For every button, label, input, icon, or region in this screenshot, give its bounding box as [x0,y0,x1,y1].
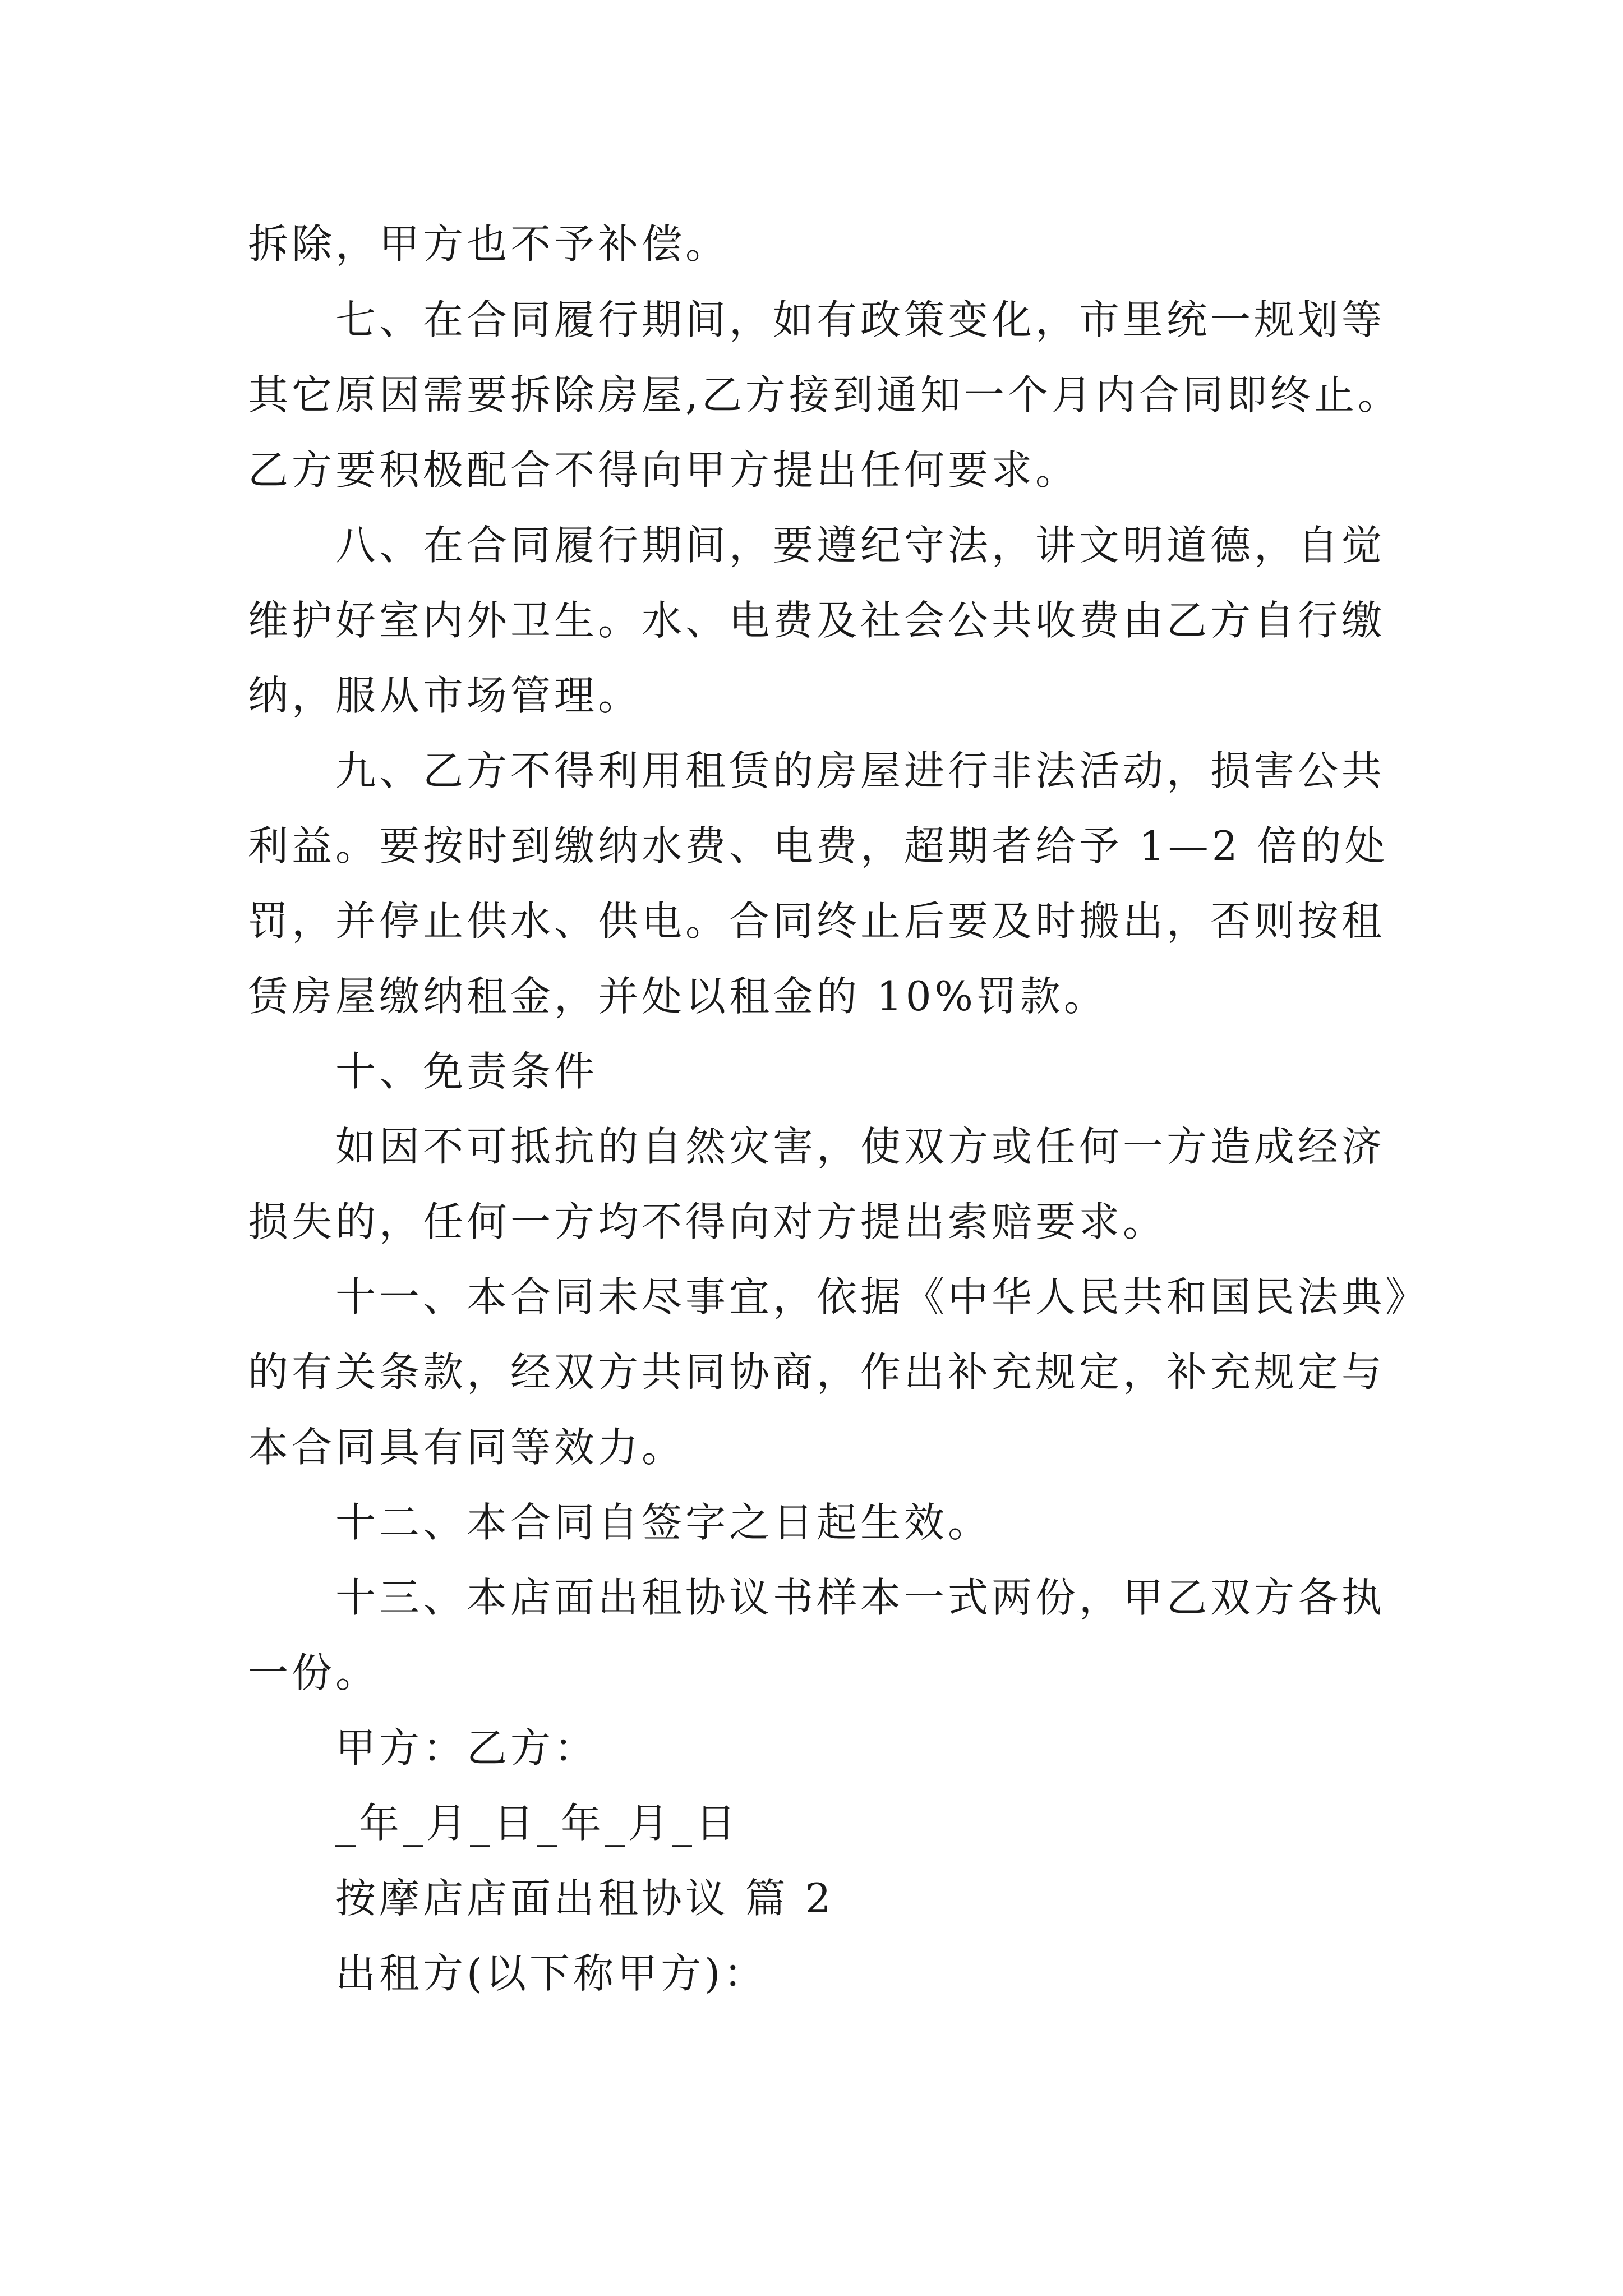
clause-9-line-3: 罚，并停止供水、供电。合同终止后要及时搬出，否则按租 [248,898,1386,945]
clause-8-line-3: 纳，服从市场管理。 [248,672,642,719]
clause-13-line-2: 一份。 [248,1649,380,1696]
clause-7-line-3: 乙方要积极配合不得向甲方提出任何要求。 [248,447,1080,494]
clause-9-line-4: 赁房屋缴纳租金，并处以租金的 10%罚款。 [248,973,1108,1020]
clause-9-line-1: 九、乙方不得利用租赁的房屋进行非法活动，损害公共 [335,747,1386,794]
clause-8-line-1: 八、在合同履行期间，要遵纪守法，讲文明道德，自觉 [335,522,1386,569]
clause-10-line-2: 损失的，任何一方均不得向对方提出索赔要求。 [248,1198,1167,1245]
clause-8-line-2: 维护好室内外卫生。水、电费及社会公共收费由乙方自行缴 [248,597,1386,644]
clause-10-line-1: 如因不可抵抗的自然灾害，使双方或任何一方造成经济 [335,1123,1386,1170]
signature-dates: _年_月_日_年_月_日 [335,1800,740,1847]
clause-9-line-2: 利益。要按时到缴纳水费、电费，超期者给予 1—2 倍的处 [248,822,1389,869]
clause-11-line-3: 本合同具有同等效力。 [248,1424,686,1471]
clause-13-line-1: 十三、本店面出租协议书样本一式两份，甲乙双方各执 [335,1574,1386,1621]
text-line: 拆除，甲方也不予补偿。 [248,220,730,268]
clause-11-line-2: 的有关条款，经双方共同协商，作出补充规定，补充规定与 [248,1349,1386,1396]
clause-12-line: 十二、本合同自签字之日起生效。 [335,1499,992,1546]
clause-11-line-1: 十一、本合同未尽事宜，依据《中华人民共和国民法典》 [335,1273,1430,1320]
lessor-label: 出租方(以下称甲方)： [335,1950,768,1997]
section-title-part-2: 按摩店店面出租协议 篇 2 [335,1875,834,1922]
signature-parties: 甲方：乙方： [335,1724,598,1772]
clause-7-line-1: 七、在合同履行期间，如有政策变化，市里统一规划等 [335,296,1386,343]
clause-7-line-2: 其它原因需要拆除房屋,乙方接到通知一个月内合同即终止。 [248,371,1401,418]
clause-10-heading: 十、免责条件 [335,1048,598,1095]
